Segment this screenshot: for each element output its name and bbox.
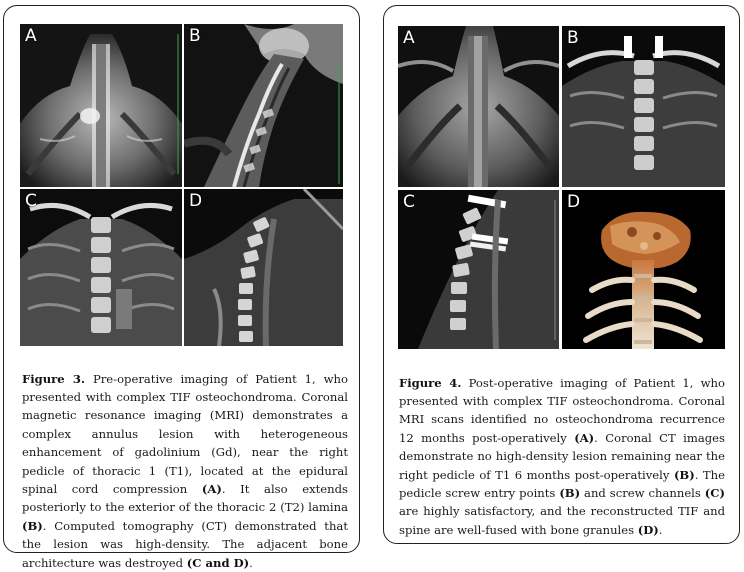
figure-4-image-d (562, 190, 725, 349)
figure-4-image-b-label: B (567, 28, 579, 48)
figure-3-image-b-label: B (189, 26, 201, 46)
figure-3-image-d-label: D (189, 191, 203, 211)
figure-3-image-a-label: A (25, 26, 37, 46)
caption-text: . (249, 555, 253, 570)
panel-ref: (B) (559, 486, 581, 501)
panel-ref: (C and D) (186, 555, 250, 570)
figure-4-image-d-label: D (567, 192, 581, 212)
caption-text: . Computed tomography (CT) demonstrated that the lesion was high-density. The adjacent bone architecture was destroyed (22, 518, 348, 570)
figure-3-image-b (184, 24, 343, 187)
figure-4-image-c (398, 190, 559, 349)
figure-4-caption (399, 374, 725, 540)
panel-ref: (C) (704, 486, 725, 501)
figure-4-image-a (398, 26, 559, 187)
figure-4-image-a-label: A (403, 28, 415, 48)
figure-3-image-c-label: C (25, 191, 37, 211)
figure-4-image-b (562, 26, 725, 187)
caption-text: Post-operative imaging of Patient 1, who presented with complex TIF osteochondroma. Coronal MRI scans identified no osteochondroma recurrence 12 months post-operatively (399, 375, 726, 445)
caption-text: are highly satisfactory, and the reconstructed TIF and spine are well-fused with bone granules (399, 504, 725, 537)
panel-ref: (A) (574, 430, 595, 445)
figure-3-caption (22, 370, 348, 572)
panel-ref: (D) (637, 522, 659, 537)
panel-ref: (B) (673, 467, 695, 482)
figure-3-image-a (20, 24, 182, 187)
panel-ref: (A) (201, 482, 222, 497)
caption-text: and screw channels (580, 486, 705, 501)
figure-3-image-c (20, 189, 182, 346)
caption-text: . Coronal CT images demonstrate no high-density lesion remaining near the right pedicle of T1 6 months post-operatively (399, 430, 725, 482)
caption-text: . (658, 522, 663, 537)
figure-3-label: Figure 3. (22, 371, 86, 386)
figure-3-image-d (184, 189, 343, 346)
figure-3-panel (3, 5, 360, 570)
panel-ref: (B) (22, 518, 43, 533)
caption-text: . It also extends posteriorly to the exterior of the thoracic 2 (T2) lamina (22, 482, 348, 515)
figure-4-image-c-label: C (403, 192, 415, 212)
caption-text: Pre-operative imaging of Patient 1, who presented with complex TIF osteochondroma. Coronal magnetic resonance imaging (MRI) demonstrates a complex annulus lesion with heterogeneous enhancement of gadolinium (Gd), near the right pedicle of thoracic 1 (T1), located at the epidural spinal cord compression (22, 371, 349, 497)
caption-text: . The pedicle screw entry points (399, 467, 725, 501)
figure-4-label: Figure 4. (399, 375, 462, 390)
figure-4-panel (383, 5, 740, 544)
